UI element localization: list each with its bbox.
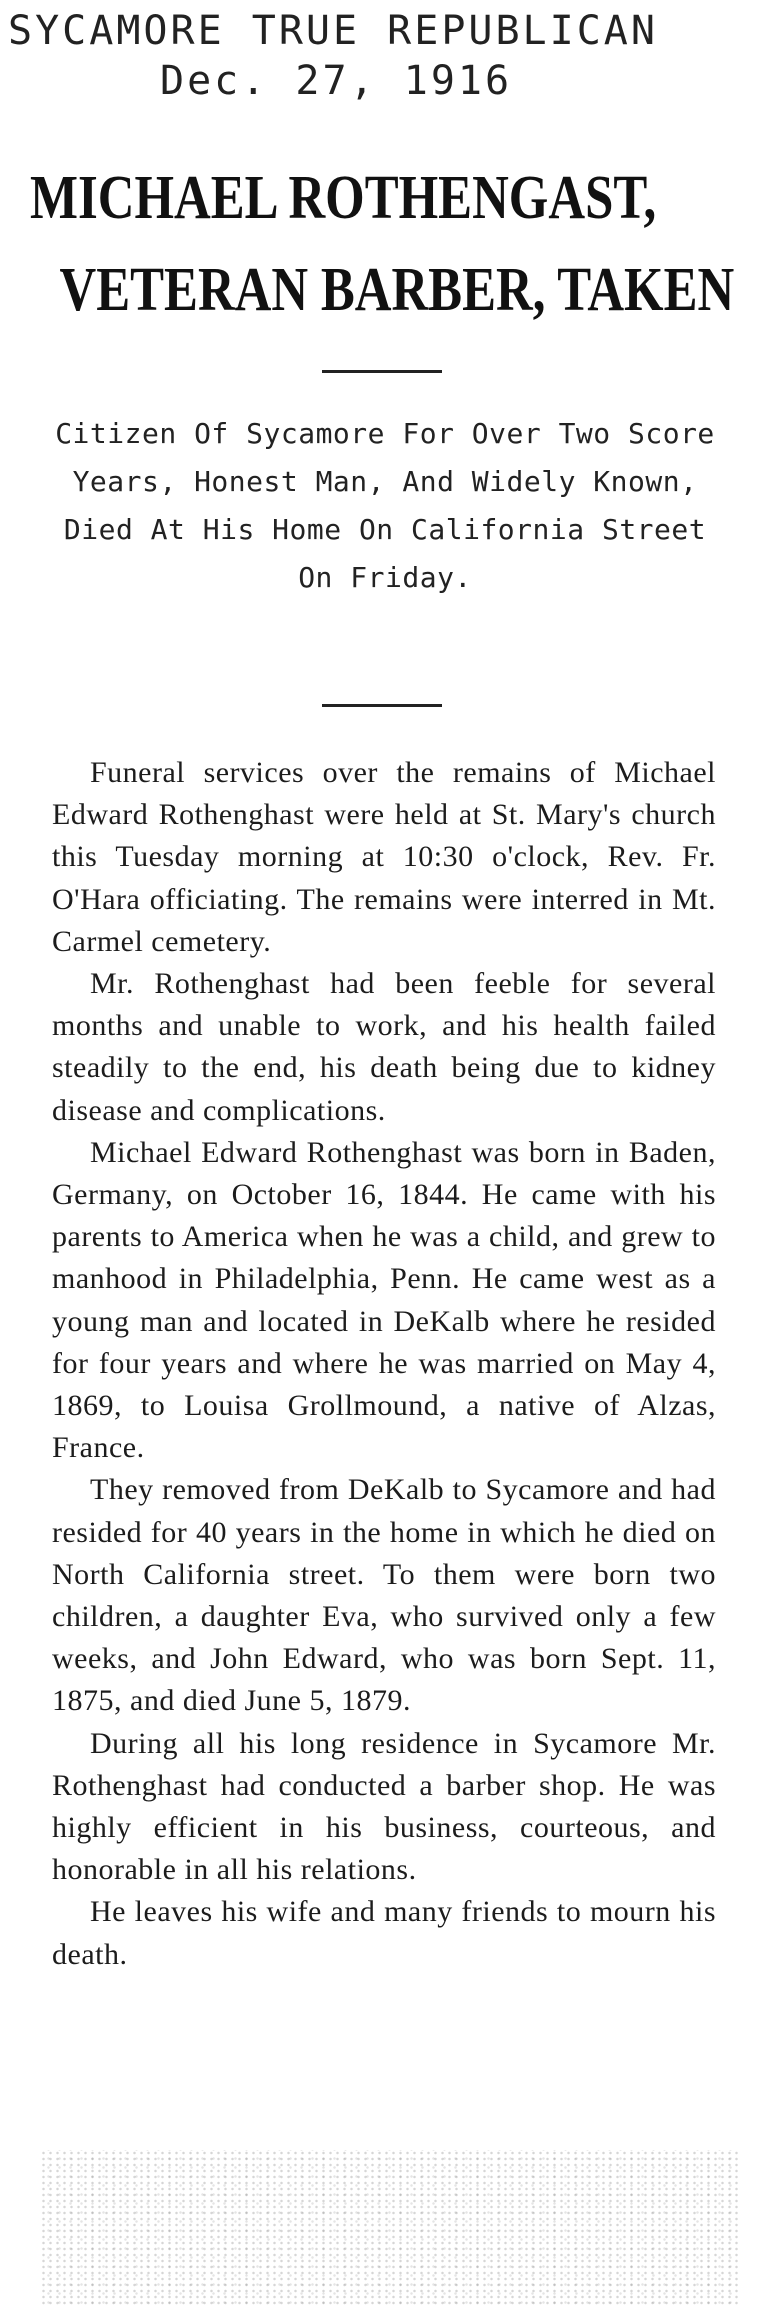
headline-line-1: MICHAEL ROTHENGAST,: [30, 164, 657, 232]
article-paragraph: Michael Edward Rothenghast was born in Baden, Germany, on October 16, 1844. He came with his parents to America when he was a child, and grew to manhood in Philadelphia, Penn. He came west as a young man and located in DeKalb where he resided for four years and where he was married on May 4, 1869, to Louisa Grollmound, a native of Alzas, France.: [52, 1135, 716, 1465]
publication-name: SYCAMORE TRUE REPUBLICAN: [8, 8, 658, 54]
print-speckle-texture: [40, 2150, 740, 2305]
subheadline: Citizen Of Sycamore For Over Two Score Years, Honest Man, And Widely Known, Died At His Home On California Street On Friday.: [55, 417, 715, 594]
article-paragraph: Mr. Rothenghast had been feeble for several months and unable to work, and his health failed steadily to the end, his death being due to kidney disease and complications.: [52, 967, 716, 1127]
headline: [30, 152, 735, 336]
article-paragraph: He leaves his wife and many friends to mourn his death.: [52, 1895, 716, 1971]
article-body: [52, 752, 716, 1976]
divider-rule: [322, 370, 442, 373]
article-paragraph: Funeral services over the remains of Michael Edward Rothenghast were held at St. Mary's church this Tuesday morning at 10:30 o'clock, Rev. Fr. O'Hara officiating. The remains were interred in Mt. Carmel cemetery.: [52, 756, 716, 958]
source-line: [8, 6, 763, 106]
publication-date: Dec. 27, 1916: [160, 58, 513, 104]
article-paragraph: During all his long residence in Sycamore Mr. Rothenghast had conducted a barber shop. He was highly efficient in his business, courteous, and honorable in all his relations.: [52, 1726, 716, 1887]
divider-rule: [322, 704, 442, 707]
headline-line-2: VETERAN BARBER, TAKEN: [59, 256, 735, 324]
article-paragraph: They removed from DeKalb to Sycamore and had resided for 40 years in the home in which he died on North California street. To them were born two children, a daughter Eva, who survived only a few weeks, and John Edward, who was born Sept. 11, 1875, and died June 5, 1879.: [52, 1473, 716, 1718]
